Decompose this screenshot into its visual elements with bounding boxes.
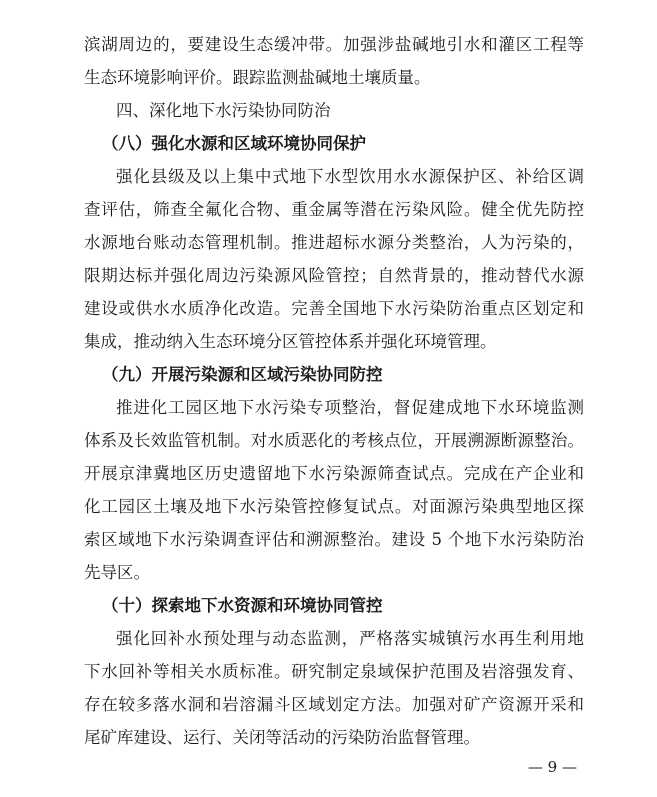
- body-line: 查评估，筛查全氟化合物、重金属等潜在污染风险。健全优先防控: [84, 200, 584, 219]
- body-line: 开展京津冀地区历史遗留地下水污染源筛查试点。完成在产企业和: [84, 464, 584, 483]
- body-line: 强化县级及以上集中式地下水型饮用水水源保护区、补给区调: [116, 167, 584, 186]
- body-line: 集成，推动纳入生态环境分区管控体系并强化环境管理。: [84, 332, 497, 351]
- section-heading: 四、深化地下水污染协同防治: [116, 101, 331, 120]
- body-line: 存在较多落水洞和岩溶漏斗区域划定方法。加强对矿产资源开采和: [84, 695, 584, 714]
- page-number: — 9 —: [527, 758, 577, 776]
- subsection-heading: （八）强化水源和区域环境协同保护: [102, 134, 366, 153]
- body-line: 索区域地下水污染调查评估和溯源整治。建设 5 个地下水污染防治: [84, 530, 584, 549]
- subsection-heading: （十）探索地下水资源和环境协同管控: [102, 596, 383, 615]
- body-line: 强化回补水预处理与动态监测，严格落实城镇污水再生利用地: [116, 629, 584, 648]
- body-line: 滨湖周边的，要建设生态缓冲带。加强涉盐碱地引水和灌区工程等: [84, 35, 584, 54]
- body-line: 化工园区土壤及地下水污染管控修复试点。对面源污染典型地区探: [84, 497, 584, 516]
- body-line: 先导区。: [84, 563, 150, 582]
- body-line: 尾矿库建设、运行、关闭等活动的污染防治监督管理。: [84, 728, 480, 747]
- body-line: 限期达标并强化周边污染源风险管控；自然背景的，推动替代水源: [84, 266, 584, 285]
- body-line: 下水回补等相关水质标准。研究制定泉域保护范围及岩溶强发育、: [84, 662, 584, 681]
- body-line: 体系及长效监管机制。对水质恶化的考核点位，开展溯源断源整治。: [84, 431, 584, 450]
- body-line: 推进化工园区地下水污染专项整治，督促建成地下水环境监测: [116, 398, 584, 417]
- body-line: 生态环境影响评价。跟踪监测盐碱地土壤质量。: [84, 68, 431, 87]
- subsection-heading: （九）开展污染源和区域污染协同防控: [102, 365, 383, 384]
- body-line: 水源地台账动态管理机制。推进超标水源分类整治，人为污染的，: [84, 233, 584, 252]
- body-line: 建设或供水水质净化改造。完善全国地下水污染防治重点区划定和: [84, 299, 584, 318]
